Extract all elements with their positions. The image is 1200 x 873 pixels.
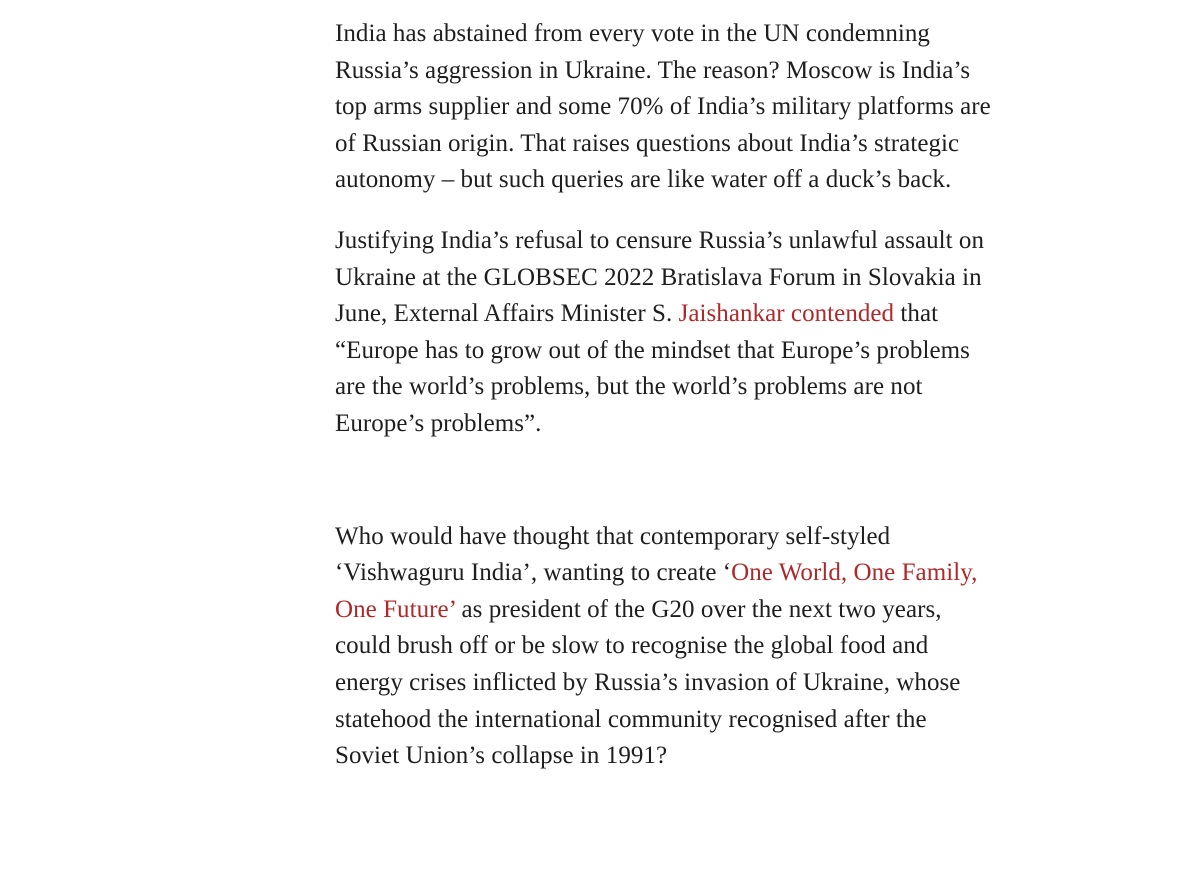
paragraph-text: India has abstained from every vote in the UN condemning Russia’s aggression in Ukraine. The reason? Moscow is India’s top arms supplier and some 70% of India’s military platforms are of Russian origin. That raises questions about India’s strategic autonomy – but such queries are like water off a duck’s back.	[335, 20, 991, 194]
jaishankar-contended-link[interactable]: Jaishankar contended	[678, 300, 895, 328]
one-world-one-family-link[interactable]: One World, One Family, One Future’	[335, 559, 978, 623]
paragraph-text-after-link: that “Europe has to grow out of the mindset that Europe’s problems are the world’s problems, but the world’s problems are not Europe’s problems”.	[335, 300, 970, 437]
paragraph-vishwaguru-india	[335, 519, 995, 775]
paragraph-text-after-link: as president of the G20 over the next two years, could brush off or be slow to recognise the global food and energy crises inflicted by Russia’s invasion of Ukraine, whose statehood the international community recognised after the Soviet Union’s collapse in 1991?	[335, 595, 961, 770]
paragraph-text-before-link: Justifying India’s refusal to censure Russia’s unlawful assault on Ukraine at the GLOBSEC 2022 Bratislava Forum in Slovakia in June, External Affairs Minister S.	[335, 226, 985, 328]
article-body	[335, 16, 995, 775]
paragraph-un-abstention	[335, 16, 995, 199]
paragraph-globsec-forum	[335, 223, 995, 443]
paragraph-text-before-link: Who would have thought that contemporary self-styled ‘Vishwaguru India’, wanting to create ‘	[335, 522, 891, 587]
